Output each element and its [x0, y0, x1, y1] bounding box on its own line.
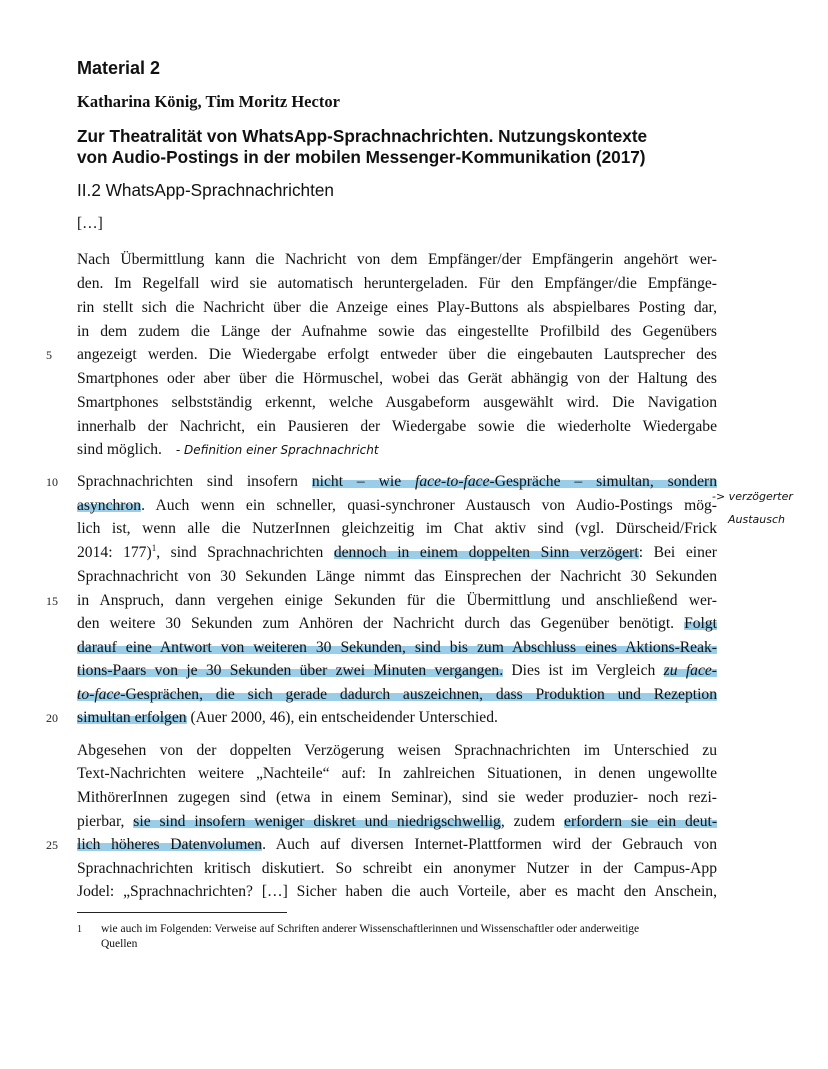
highlighted-text	[312, 473, 717, 490]
text-span: , sind Sprachnachrichten	[156, 544, 334, 561]
text-span: pierbar,	[77, 813, 134, 830]
footnote	[77, 922, 727, 950]
section-heading: II.2 WhatsApp-Sprachnachrichten	[77, 180, 334, 200]
handwritten-margin-note: Austausch	[728, 513, 786, 526]
footnote-number: 1	[77, 924, 82, 935]
line-number: 10	[46, 475, 58, 489]
text-line	[77, 660, 717, 682]
footnote-ref: 1	[151, 542, 157, 553]
highlighted-text: asynchron	[77, 497, 142, 514]
handwritten-margin-note: -> verzögerter	[712, 490, 793, 503]
text-line	[77, 811, 717, 833]
text-line: rin stellt sich die Nachricht über die Anzeige eines Play-Buttons als abspielbares Posting dar,	[77, 299, 717, 316]
text-span: -Gesprächen, die sich gerade dadurch auszeichnen, dass Produktion und Rezeption	[120, 686, 717, 703]
text-span: , zudem	[500, 813, 565, 830]
text-line: innerhalb der Nachricht, ein Pausieren der Wiedergabe sowie die wiederholte Wiedergabe	[77, 418, 717, 435]
text-span: den weitere 30 Sekunden zum Anhören der Nachricht durch das Gegenüber benötigt.	[77, 615, 685, 632]
italic-text: face-to-face	[415, 473, 490, 490]
highlighted-text: simultan erfolgen	[77, 709, 187, 726]
handwritten-note-definition: - Definition einer Sprachnachricht	[175, 443, 379, 457]
text-span: Sprachnachrichten sind insofern	[77, 473, 312, 490]
text-span: . Auch wenn ein schneller, quasi-synchroner Austausch von Audio-Postings mög-	[141, 497, 717, 514]
text-line	[77, 707, 717, 729]
title-line-1: Zur Theatralität von WhatsApp-Sprachnachrichten. Nutzungskontexte	[77, 126, 648, 146]
text-line: Sprachnachricht von 30 Sekunden Länge nimmt das Einsprechen der Nachricht 30 Sekunden	[77, 568, 717, 585]
text-line: in dem zudem die Länge der Aufnahme sowie das eingestellte Profilbild des Gegenübers	[77, 323, 717, 340]
text-line	[77, 834, 717, 856]
text-span: . Auch auf diversen Internet-Plattformen wird der Gebrauch von	[262, 836, 717, 853]
text-line: MithörerInnen zugegen sind (etwa in einem Seminar), sind sie weder produzier- noch rezi-	[77, 789, 717, 806]
text-line	[77, 495, 717, 517]
line-number: 15	[46, 594, 58, 608]
line-number: 20	[46, 711, 58, 725]
text-line	[77, 637, 717, 659]
text-line: lich ist, wenn alle die NutzerInnen gleichzeitig im Chat aktiv sind (vgl. Dürscheid/Frick	[77, 520, 717, 537]
highlighted-text: erfordern sie ein deut-	[564, 813, 718, 830]
highlighted-text: darauf eine Antwort von weiteren 30 Sekunden, sind bis zum Abschluss eines Aktions-Reak-	[77, 639, 717, 656]
text-line: Smartphones oder aber über die Hörmuschel, wobei das Gerät abhängig von der Haltung des	[77, 370, 717, 387]
highlighted-text: sie sind insofern weniger diskret und niedrigschwellig	[133, 813, 501, 830]
highlighted-text: Folgt	[684, 615, 717, 632]
highlighted-text: lich höheres Datenvolumen	[77, 836, 263, 853]
text-line: Nach Übermittlung kann die Nachricht von dem Empfänger/der Empfängerin angehört wer-	[77, 251, 717, 268]
text-span: -Gespräche – simultan, sondern	[489, 473, 717, 490]
text-line	[77, 684, 717, 706]
text-span: sind möglich.	[77, 441, 162, 458]
text-span: 2014: 177)	[77, 544, 152, 561]
text-line: Jodel: „Sprachnachrichten? […] Sicher haben die auch Vorteile, aber es macht den Anschein,	[77, 883, 717, 900]
text-line: Abgesehen von der doppelten Verzögerung weisen Sprachnachrichten im Unterschied zu	[77, 742, 717, 759]
text-span: : Bei einer	[638, 544, 717, 561]
text-line: Sprachnachrichten kritisch diskutiert. So schreibt ein anonymer Nutzer in der Campus-App	[77, 860, 717, 877]
text-span: (Auer 2000, 46), ein entscheidender Unterschied.	[186, 709, 498, 726]
italic-text: to-face	[77, 686, 121, 703]
highlighted-text: tions-Paars von je 30 Sekunden über zwei Minuten vergangen.	[77, 662, 504, 679]
line-number: 25	[46, 838, 58, 852]
text-span: nicht – wie	[311, 473, 416, 490]
material-label: Material 2	[77, 58, 161, 78]
highlighted-text	[77, 686, 717, 703]
omission-marker: […]	[77, 215, 103, 232]
text-line	[77, 613, 717, 635]
text-line: Text-Nachrichten weitere „Nachteile“ auf: In zahlreichen Situationen, in denen ungewollte	[77, 765, 717, 782]
highlighted-text: zu face-	[663, 662, 718, 679]
text-line: angezeigt werden. Die Wiedergabe erfolgt entweder über die eingebauten Lautsprecher des	[77, 346, 717, 363]
highlighted-text: dennoch in einem doppelten Sinn verzögert	[333, 544, 639, 561]
text-line: in Anspruch, dann vergehen einige Sekunden für die Übermittlung und anschließend wer-	[77, 592, 717, 609]
text-line	[77, 471, 717, 493]
title-line-2: von Audio-Postings in der mobilen Messenger-Kommunikation (2017)	[77, 147, 646, 167]
authors: Katharina König, Tim Moritz Hector	[77, 92, 340, 111]
text-span: Dies ist im Vergleich	[503, 662, 664, 679]
text-line: den. Im Regelfall wird sie automatisch heruntergeladen. Für den Empfänger/die Empfänge-	[77, 275, 717, 292]
footnote-text: wie auch im Folgenden: Verweise auf Schriften anderer Wissenschaftlerinnen und Wissenschaftler oder anderweitige	[101, 923, 640, 935]
text-line	[77, 542, 717, 564]
footnote-divider	[77, 912, 287, 913]
footnote-text: Quellen	[101, 938, 138, 950]
line-number: 5	[46, 348, 52, 362]
document-title	[77, 126, 737, 168]
text-line: Smartphones selbstständig erkennt, welche Ausgabeform ausgewählt wird. Die Navigation	[77, 394, 717, 411]
text-line	[77, 439, 717, 461]
